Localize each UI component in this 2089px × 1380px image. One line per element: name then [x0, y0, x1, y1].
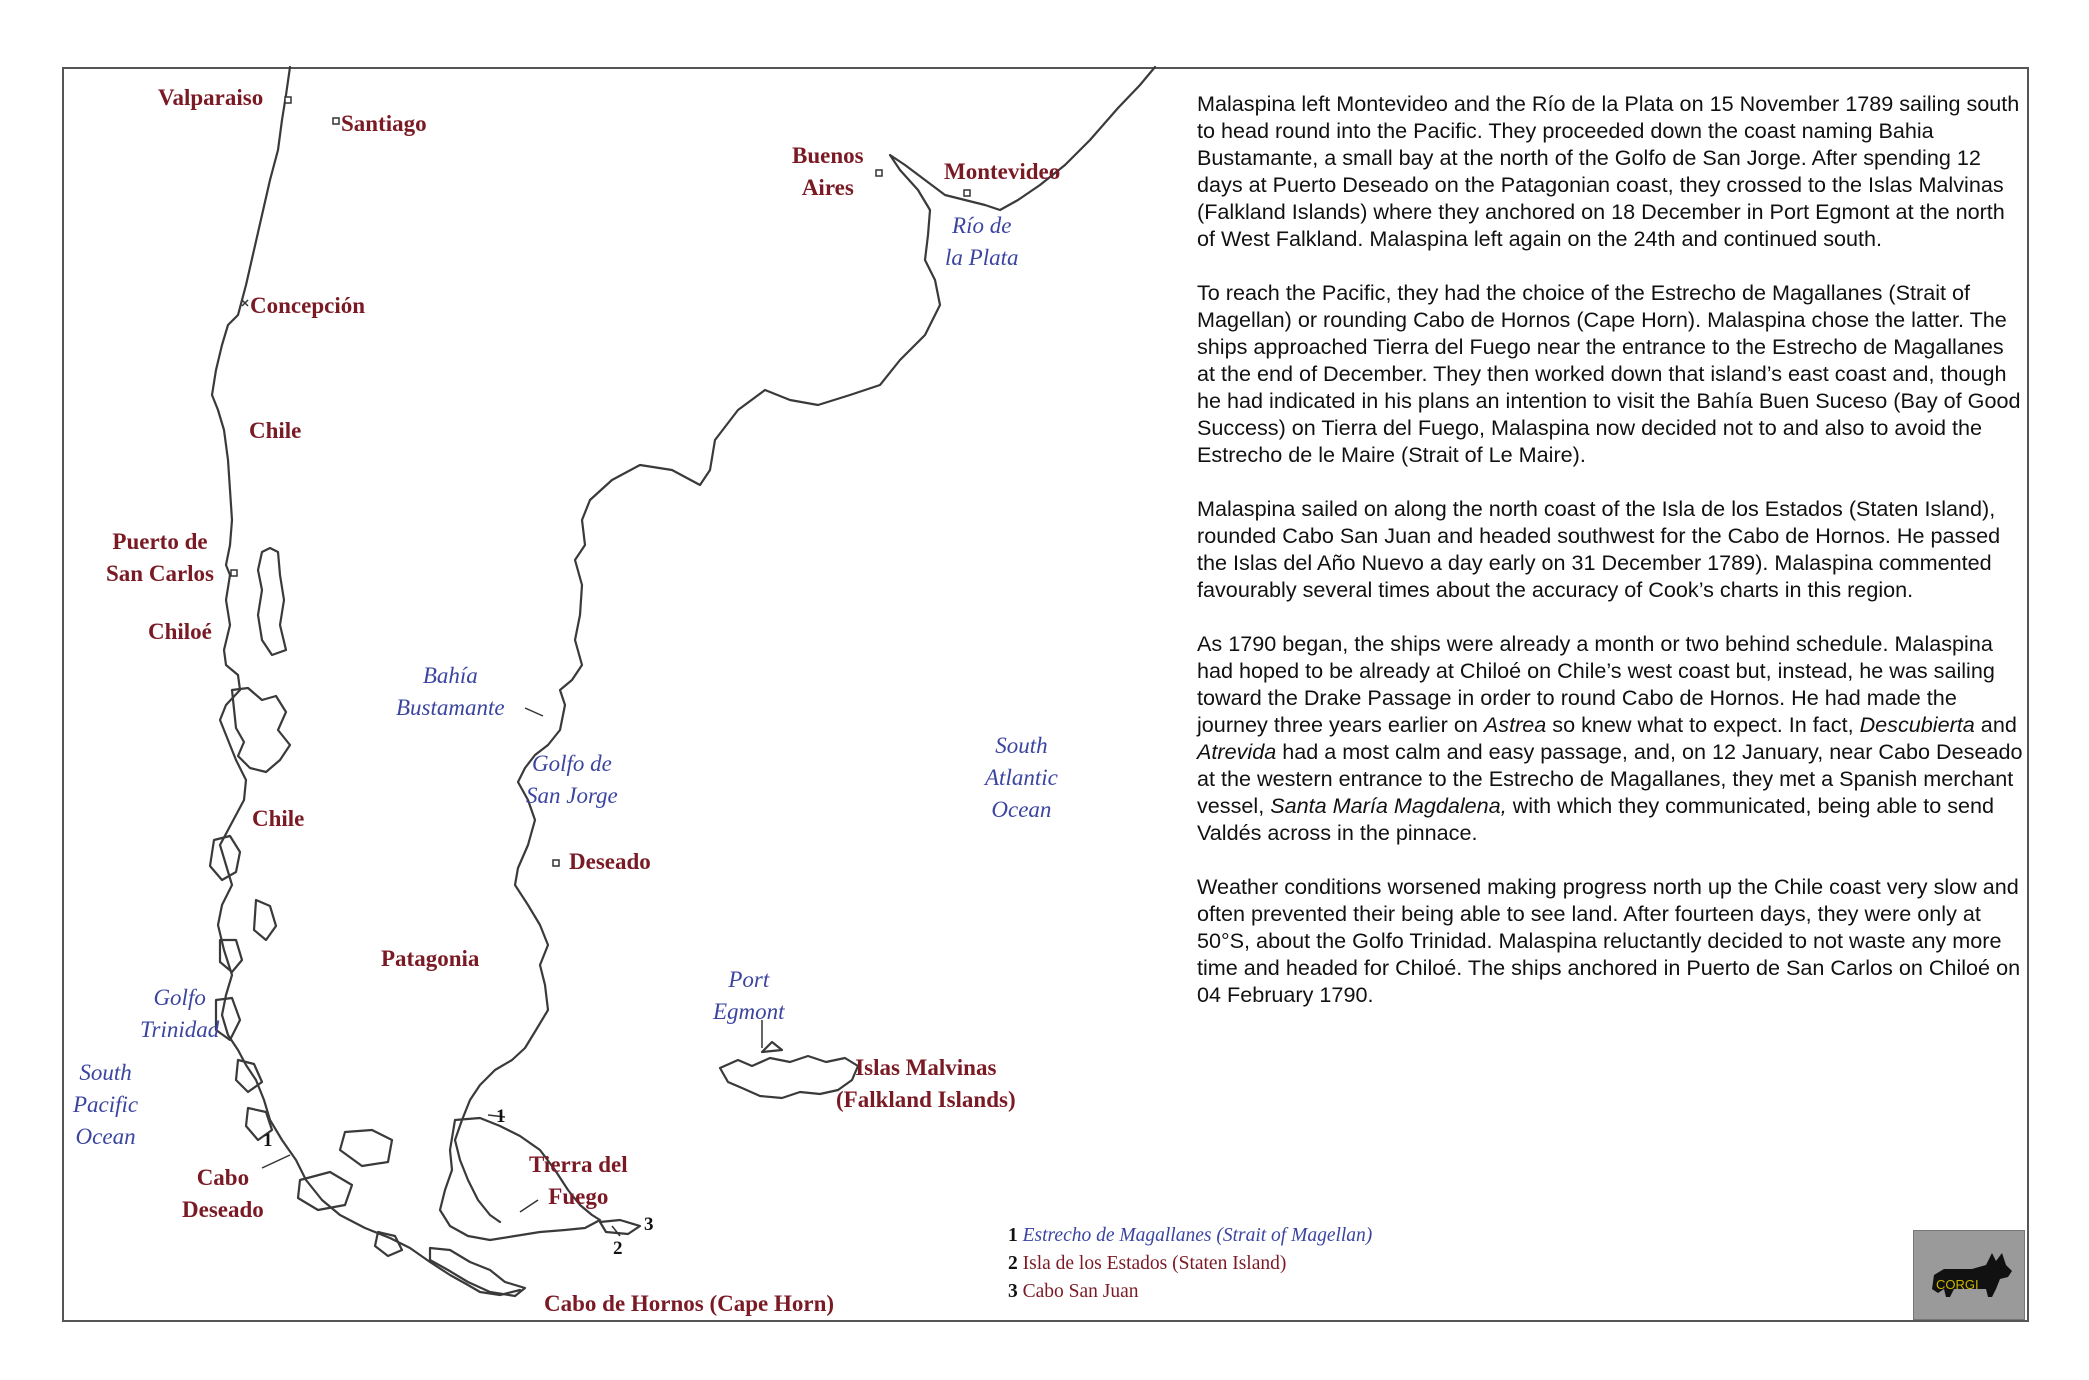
label-south-atlantic: South Atlantic Ocean: [985, 733, 1058, 822]
paragraph-2: To reach the Pacific, they had the choice of the Estrecho de Magallanes (Strait of Magellan) or rounding Cabo de Hornos (Cape Horn). Malaspina chose the latter. The ships approached Tierra del Fuego near the entrance to the Estrecho de Magallanes at the end of December. They then worked down that island’s east coast and, though he had indicated in his plans an intention to visit the Bahía Buen Suceso (Bay of Good Success) on Tierra del Fuego, Malaspina now decided not to and also to avoid the Estrecho de le Maire (Strait of Le Maire).: [1197, 280, 2021, 467]
corgi-logo: [1913, 1230, 2025, 1320]
label-rio-de-la-plata: Río de la Plata: [945, 213, 1019, 270]
label-concepcion: Concepción: [250, 293, 365, 318]
label-montevideo: Montevideo: [944, 159, 1061, 184]
label-deseado: Deseado: [569, 849, 651, 874]
puerto-san-carlos-marker: [231, 570, 237, 576]
marker-2: 2: [613, 1238, 623, 1259]
deseado-marker: [553, 860, 559, 866]
label-port-egmont: Port Egmont: [713, 967, 785, 1024]
label-puerto-san-carlos: Puerto de San Carlos: [106, 529, 214, 586]
paragraph-5: Weather conditions worsened making progress north up the Chile coast very slow and often prevented their being able to see land. After fourteen days, they were only at 50°S, about the Golfo Trinidad. Malaspina reluctantly decided to not waste any more time and headed for Chiloé. The ships anchored in Puerto de San Carlos on Chiloé on 04 February 1790.: [1197, 874, 2021, 1007]
label-south-pacific: South Pacific Ocean: [73, 1060, 139, 1149]
label-valparaiso: Valparaiso: [158, 85, 264, 110]
marker-3: 3: [644, 1214, 654, 1235]
svg-text:CORGI: CORGI: [1936, 1277, 1979, 1292]
map-key: [1008, 1222, 1372, 1306]
marker-1-magellan-east: 1: [496, 1106, 506, 1127]
label-golfo-trinidad: Golfo Trinidad: [140, 985, 220, 1042]
label-buenos-aires: Buenos Aires: [792, 143, 864, 200]
label-tierra-del-fuego: Tierra del Fuego: [529, 1152, 628, 1209]
chiloe-island: [258, 548, 286, 655]
label-chile-south: Chile: [252, 806, 305, 831]
label-santiago: Santiago: [341, 111, 427, 136]
key-item: 2 Isla de los Estados (Staten Island): [1008, 1253, 1287, 1274]
argentina-coastline: [455, 67, 1155, 1222]
label-chile-north: Chile: [249, 418, 302, 443]
label-cabo-de-hornos: Cabo de Hornos (Cape Horn): [544, 1291, 835, 1316]
paragraph-3: Malaspina sailed on along the north coast of the Isla de los Estados (Staten Island), rounded Cabo San Juan and headed southwest for the Cabo de Hornos. He passed the Islas del Año Nuevo a day early on 31 December 1789). Malaspina commented favourably several times about the accuracy of Cook’s charts in this region.: [1197, 496, 2001, 602]
santiago-marker: [333, 118, 339, 124]
label-chiloe: Chiloé: [148, 619, 212, 644]
key-item: 3 Cabo San Juan: [1008, 1281, 1139, 1302]
valparaiso-marker: [285, 97, 291, 103]
key-item: 1 Estrecho de Magallanes (Strait of Magellan): [1008, 1225, 1373, 1246]
label-bahia-bustamante: Bahía Bustamante: [396, 663, 505, 720]
paragraph-1: Malaspina left Montevideo and the Río de la Plata on 15 November 1789 sailing south to head round into the Pacific. They proceeded down the coast naming Bahia Bustamante, a small bay at the north of the Golfo de San Jorge. After spending 12 days at Puerto Deseado on the Patagonian coast, they crossed to the Islas Malvinas (Falkland Islands) where they anchored on 18 December in Port Egmont at the north of West Falkland. Malaspina left again on the 24th and continued south.: [1197, 91, 2020, 251]
buenos-aires-marker: [876, 170, 882, 176]
montevideo-marker: [964, 190, 970, 196]
paragraph-4: As 1790 began, the ships were already a month or two behind schedule. Malaspina had hoped to be already at Chiloé on Chile’s west coast but, instead, he was sailing toward the Drake Passage in order to round Cabo de Hornos. He had made the journey three years earlier on Astrea so knew what to expect. In fact, Descubierta and Atrevida had a most calm and easy passage, and, on 12 January, near Cabo Deseado at the western entrance to the Estrecho de Magallanes, they met a Spanish merchant vessel, Santa María Magdalena, with which they communicated, being able to send Valdés across in the pinnace.: [1197, 631, 2023, 845]
label-cabo-deseado: Cabo Deseado: [182, 1165, 264, 1222]
narrative-text: [1197, 90, 2027, 1035]
marker-1-magellan-west: 1: [263, 1130, 273, 1151]
label-patagonia: Patagonia: [381, 946, 480, 971]
label-golfo-san-jorge: Golfo de San Jorge: [526, 751, 618, 808]
corgi-icon: [1914, 1231, 2024, 1319]
label-islas-malvinas: Islas Malvinas (Falkland Islands): [836, 1055, 1016, 1112]
